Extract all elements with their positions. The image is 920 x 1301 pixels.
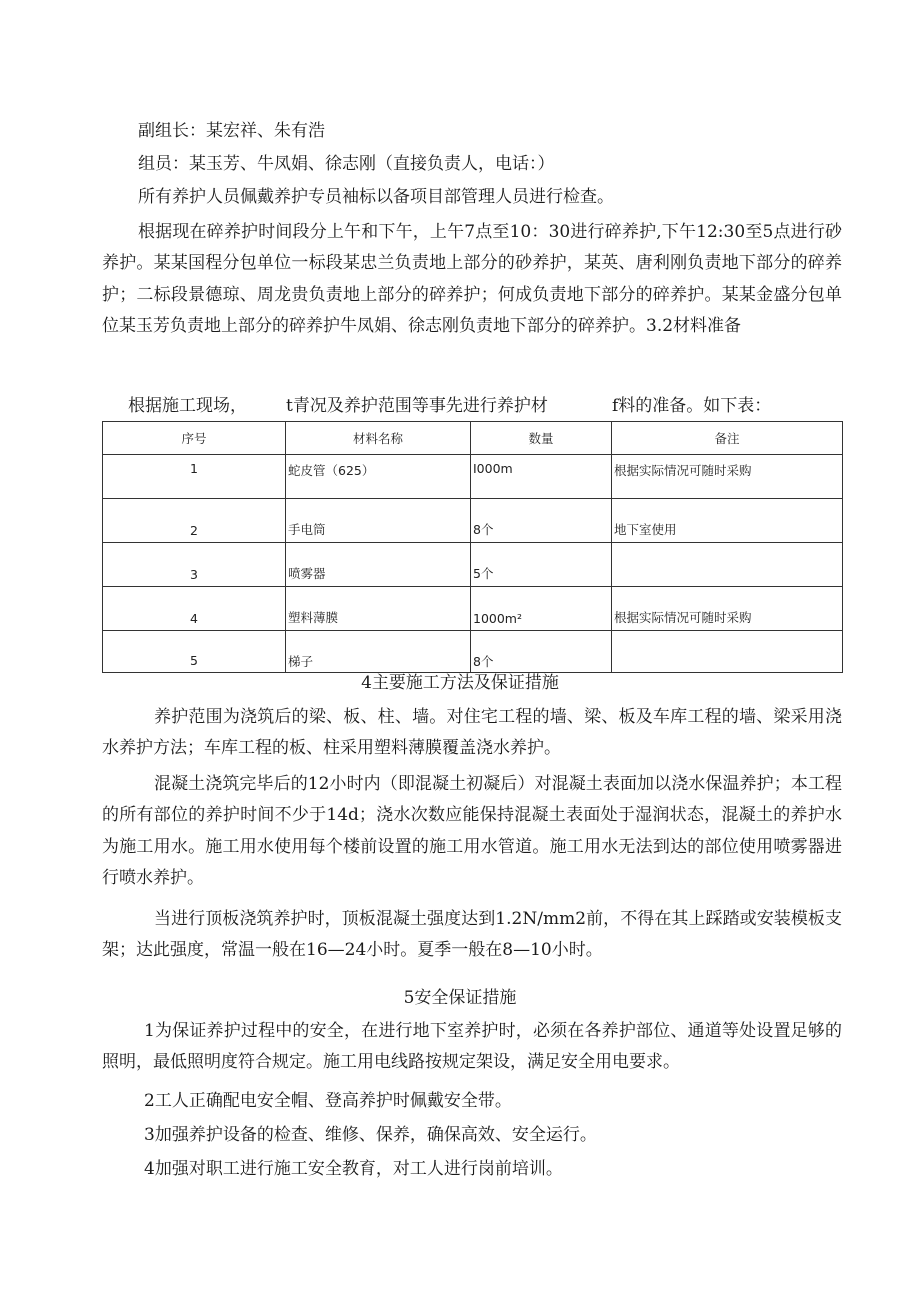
header-name: 材料名称 [286, 422, 471, 455]
table-row [103, 543, 843, 587]
table-row [103, 455, 843, 499]
cell-name: 蛇皮管（625） [286, 455, 471, 499]
cell-no: 4 [103, 587, 286, 631]
section4-paragraph1: 养护范围为浇筑后的梁、板、柱、墙。对住宅工程的墙、梁、板及车库工程的墙、梁采用浇水养护方法；车库工程的板、柱采用塑料薄膜覆盖浇水养护。 [102, 707, 842, 759]
header-no: 序号 [103, 422, 286, 455]
cell-qty: 5个 [471, 543, 612, 587]
cell-qty: I000m [471, 455, 612, 499]
cell-qty: 8个 [471, 499, 612, 543]
cell-no: 2 [103, 499, 286, 543]
cell-note [612, 543, 843, 587]
cell-no: 1 [103, 455, 286, 499]
section4-paragraph3: 当进行顶板浇筑养护时，顶板混凝土强度达到1.2N∕mm2前，不得在其上踩踏或安装模板支架；达此强度，常温一般在16—24小时。夏季一般在8—10小时。 [102, 909, 842, 961]
schedule-paragraph: 根据现在碎养护时间段分上午和下午，上午7点至10：30进行碎养护,下午12:30至5点进行砂养护。某某国程分包单位一标段某忠兰负责地上部分的砂养护，某英、唐利刚负责地下部分的碎养护；二标段景德琼、周龙贵负责地上部分的碎养护；何成负责地下部分的碎养护。某某金盛分包单位某玉芳负责地上部分的碎养护牛凤娟、徐志刚负责地下部分的碎养护。3.2材料准备 [102, 222, 842, 337]
header-qty: 数量 [471, 422, 612, 455]
table-header-row [103, 422, 843, 455]
table-caption-part3: f料的准备。如下表： [612, 396, 772, 416]
table-caption-part1: 根据施工现场， [128, 396, 247, 416]
table-row [103, 631, 843, 673]
section4-paragraph2: 混凝土浇筑完毕后的12小时内（即混凝土初凝后）对混凝土表面加以浇水保温养护；本工程的所有部位的养护时间不少于14d；浇水次数应能保持混凝土表面处于湿润状态，混凝土的养护水为施工用水。施工用水使用每个楼前设置的施工用水管道。施工用水无法到达的部位使用喷雾器进行喷水养护。 [102, 774, 842, 889]
cell-no: 3 [103, 543, 286, 587]
header-note: 备注 [612, 422, 843, 455]
cell-name: 手电筒 [286, 499, 471, 543]
cell-no: 5 [103, 631, 286, 673]
section5-item2: 2工人正确配电安全帽、登高养护时佩戴安全带。 [144, 1091, 512, 1111]
section4-title: 4主要施工方法及保证措施 [361, 673, 559, 693]
table-row [103, 499, 843, 543]
materials-table [102, 421, 843, 673]
cell-name: 喷雾器 [286, 543, 471, 587]
cell-note [612, 631, 843, 673]
cell-note: 根据实际情况可随时采购 [612, 587, 843, 631]
section5-item1: 1为保证养护过程中的安全，在进行地下室养护时，必须在各养护部位、通道等处设置足够的照明，最低照明度符合规定。施工用电线路按规定架设，满足安全用电要求。 [102, 1021, 842, 1073]
members-line: 组员：某玉芳、牛凤娟、徐志刚（直接负责人，电话：） [138, 154, 555, 174]
cell-note: 地下室使用 [612, 499, 843, 543]
section5-item3: 3加强养护设备的检查、维修、保养，确保高效、安全运行。 [144, 1125, 597, 1145]
deputy-leader-line: 副组长：某宏祥、朱有浩 [138, 121, 325, 141]
cell-note: 根据实际情况可随时采购 [612, 455, 843, 499]
section5-title: 5安全保证措施 [403, 988, 517, 1008]
cell-qty: 1000m² [471, 587, 612, 631]
cell-name: 梯子 [286, 631, 471, 673]
table-caption [102, 392, 842, 420]
armband-line: 所有养护人员佩戴养护专员袖标以备项目部管理人员进行检查。 [138, 187, 614, 207]
cell-qty: 8个 [471, 631, 612, 673]
section5-item4: 4加强对职工进行施工安全教育，对工人进行岗前培训。 [144, 1159, 563, 1179]
table-row [103, 587, 843, 631]
cell-name: 塑料薄膜 [286, 587, 471, 631]
table-caption-part2: t青况及养护范围等事先进行养护材 [286, 396, 548, 416]
